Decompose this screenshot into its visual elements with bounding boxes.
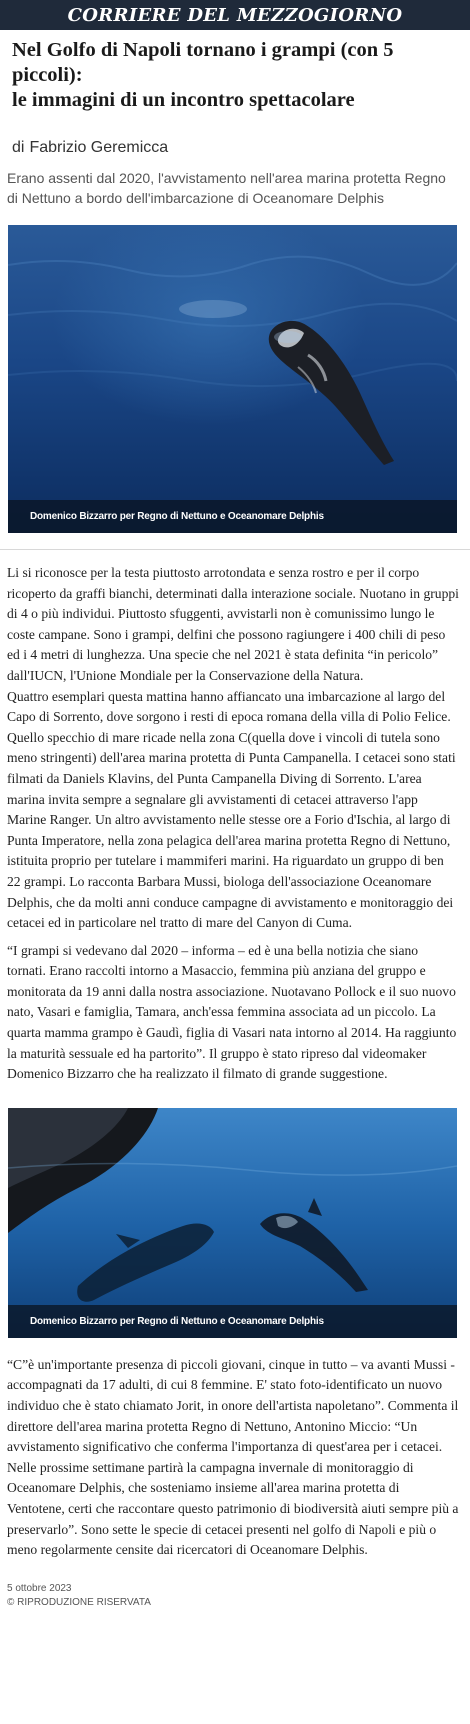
article-paragraph: “I grampi si vedevano dal 2020 – informa – ed è una bella notizia che siano tornati. Erano raccolti intorno a Masaccio, femmina più anziana del gruppo e monitorata da 19 anni dalla nostra associazione. Nuotavano Pollock e il suo nuovo nato, Vasari e famiglia, Tamara, anch'essa femmina associata ad un piccolo. La quarta mamma grampo è Gaudì, figlia di Vasari nata intorno al 2014. Ha raggiunto la maturità sessuale ed ha partorito”. Il gruppo è stato ripreso dal videomaker Domenico Bizzarro che ha realizzato il filmato di grande suggestione. [7,942,457,1082]
masthead-logo-text: CORRIERE DEL MEZZOGIORNO [67,4,403,26]
article-summary: Erano assenti dal 2020, l'avvistamento nell'area marina protetta Regno di Nettuno a bordo dell'imbarcazione di Oceanomare Delphis [7,170,446,206]
article-paragraph: “C”è un'importante presenza di piccoli giovani, cinque in tutto – va avanti Mussi - accompagnati da 17 adulti, di cui 8 femmine. E' stato foto-identificato un nuovo individuo che è stato chiamato Jorit, in onore dell'artista napoletano”. Commenta il direttore dell'area marina protetta Regno di Nettuno, Antonino Miccio: “Un avvistamento significativo che conferma l'importanza di quest'area per i cetacei. Nelle prossime settimane partirà la campagna invernale di monitoraggio di Oceanomare Delphis, che sosteniamo insieme all'area marina protetta di Ventotene, certi che raccontare questo patrimonio di biodiversità aiuti sempre più a preservarlo”. Sono sette le specie di cetacei presenti nel golfo di Napoli e più o meno regolarmente censite dai ricercatori di Oceanomare Delphis. [7,1356,459,1558]
divider [0,549,470,550]
article-headline [0,30,470,113]
image-caption: Domenico Bizzarro per Regno di Nettuno e Oceanomare Delphis [8,1305,457,1338]
article-image-1[interactable] [8,225,457,533]
author-link[interactable]: Fabrizio Geremicca [29,139,169,156]
publication-date: 5 ottobre 2023 [7,1582,72,1594]
article-paragraph: Quattro esemplari questa mattina hanno affiancato una imbarcazione al largo del Capo di Sorrento, dove sorgono i resti di epoca romana della villa di Polio Felice. Quello specchio di mare ricade nella zona C(quella dove i vincoli di tutela sono meno stringenti) dell'area marina protetta di Punta Campanella. I cetacei sono stati filmati da Daniels Klavins, del Punta Campanella Diving di Sorrento. L'area marina invita sempre a segnalare gli avvistamenti di cetacei attraverso l'app Marine Ranger. Un altro avvistamento nelle stesse ore a Forio d'Ischia, al largo di Punta Imperatore, nella zona pelagica dell'area marina protetta Regno di Nettuno, istituita proprio per tutelare i mammiferi marini. Ha riguardato un gruppo di ben 22 grampi. Lo racconta Barbara Mussi, biologa dell'associazione Oceanomare Delphis, che da molti anni conduce campagne di avvistamento e monitoraggio dei cetacei ed in particolare nel tratto di mare del Canyon di Cuma. [7,688,456,931]
headline-line-1: Nel Golfo di Napoli tornano i grampi (con 5 piccoli): [12,39,394,86]
grampus-swimming-photo [8,225,457,533]
copyright-notice: © RIPRODUZIONE RISERVATA [7,1596,151,1608]
byline-prefix: di [12,139,25,156]
grampus-underwater-photo [8,1108,457,1338]
article-image-2[interactable] [8,1108,457,1338]
masthead[interactable] [0,0,470,30]
image-caption: Domenico Bizzarro per Regno di Nettuno e Oceanomare Delphis [8,500,457,533]
byline [0,113,470,157]
headline-line-2: le immagini di un incontro spettacolare [12,89,355,111]
article-paragraph: Li si riconosce per la testa piuttosto arrotondata e senza rostro e per il corpo ricoperto da graffi bianchi, determinati dalla interazione sociale. Nuotano in gruppi di 4 o più individui. Piuttosto sfuggenti, avvistarli non è comunissimo lungo le coste campane. Sono i grampi, delfini che possono ragiungere i 400 chili di peso ed i 4 metri di lunghezza. Una specie che nel 2021 è stata definita “in pericolo” dall'IUCN, l'Unione Mondiale per la Conservazione della Natura. [7,565,459,683]
